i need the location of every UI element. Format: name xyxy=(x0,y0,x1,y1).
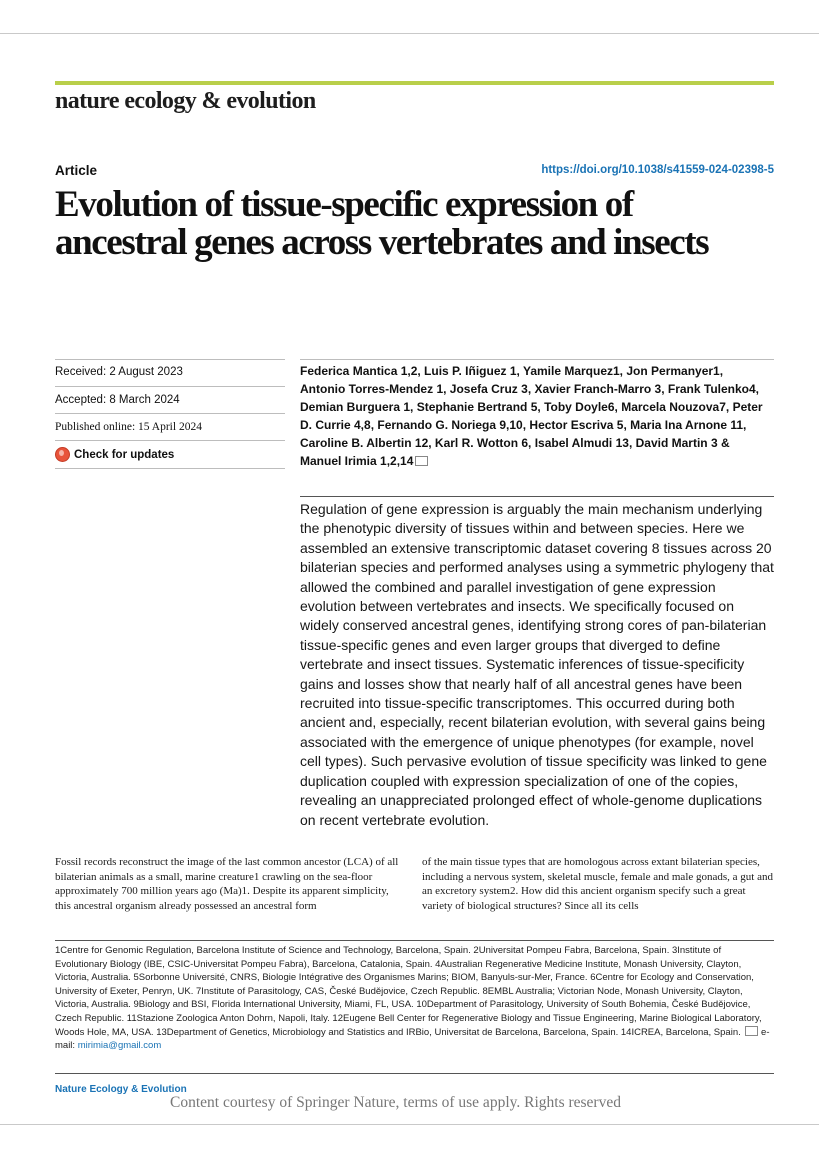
accepted-date: Accepted: 8 March 2024 xyxy=(55,394,180,406)
meta-rule-3 xyxy=(55,440,285,441)
email-icon[interactable] xyxy=(415,456,428,466)
meta-rule-1 xyxy=(55,386,285,387)
email-icon xyxy=(745,1026,758,1036)
doi-link[interactable]: https://doi.org/10.1038/s41559-024-02398-5 xyxy=(541,164,774,176)
authors-rule xyxy=(300,359,774,360)
affiliations-rule xyxy=(55,940,774,941)
published-date: Published online: 15 April 2024 xyxy=(55,421,202,433)
abstract-text: Regulation of gene expression is arguably the main mechanism underlying the phenotypic diversity of tissues within and between species. Here we assembled an extensive transcriptomic dataset covering 8 tissues across 20 bilaterian species and performed analyses using a symmetric phylogeny that allowed the combined and parallel investigation of gene expression evolution between vertebrates and insects. We specifically focused on widely conserved ancestral genes, identifying strong cores of pan-bilaterian tissue-specific genes and even larger groups that diverged to define vertebrate and insect tissues. Systematic inferences of tissue-specificity gains and losses show that nearly half of all ancestral genes have been recruited into tissue-specific transcriptomes. This occurred during both ancient and, especially, recent bilaterian evolution, with several gains being associated with the emergence of unique phenotypes (for example, novel cell types). Such pervasive evolution of tissue specificity was linked to gene duplication coupled with expression specialization of one of the copies, revealing an unappreciated prolonged effect of whole-genome duplications on recent vertebrate evolution. xyxy=(300,501,774,828)
bottom-rule xyxy=(0,1124,819,1125)
body-column-right: of the main tissue types that are homologous across extant bilaterian species, including a nervous system, skeletal muscle, female and male gonads, a gut and an excretory system2. How did this ancient organism specify such a great variety of biological structures? Since all its cells xyxy=(422,856,773,912)
meta-rule-2 xyxy=(55,413,285,414)
received-date: Received: 2 August 2023 xyxy=(55,366,183,378)
body-column-left: Fossil records reconstruct the image of the last common ancestor (LCA) of all bilaterian animals as a small, marine creature1 crawling on the sea-floor approximately 700 million years ago (Ma)1. Despite its apparent simplicity, this ancestral organism already possessed an ancestral form xyxy=(55,856,399,912)
footer-journal-name: Nature Ecology & Evolution xyxy=(55,1084,187,1095)
journal-name: nature ecology & evolution xyxy=(55,88,316,114)
authors-text: Federica Mantica 1,2, Luis P. Iñiguez 1, Yamile Marquez1, Jon Permanyer1, Antonio Torres-Mendez 1, Josefa Cruz 3, Xavier Franch-Marro 3, Frank Tulenko4, Demian Burguera 1, Stephanie Bertrand 5, Toby Doyle6, Marcela Nouzova7, Peter D. Currie 4,8, Fernando G. Noriega 9,10, Hector Escriva 5, Maria Ina Arnone 11, Caroline B. Albertin 12, Karl R. Wotton 6, Isabel Almudi 13, David Martin 3 & Manuel Irimia 1,2,14 xyxy=(300,364,763,468)
email-label: e-mail: xyxy=(55,1026,770,1052)
check-for-updates-button[interactable] xyxy=(55,447,285,462)
contact-email-link[interactable]: mirimia@gmail.com xyxy=(77,1040,162,1052)
top-rule xyxy=(0,33,819,34)
article-title: Evolution of tissue-specific expression of ancestral genes across vertebrates and insects xyxy=(55,184,709,263)
courtesy-notice: Content courtesy of Springer Nature, terms of use apply. Rights reserved xyxy=(170,1094,621,1111)
crossmark-icon xyxy=(55,447,70,462)
footer-rule xyxy=(55,1073,774,1074)
journal-accent-bar xyxy=(55,81,774,85)
meta-rule-4 xyxy=(55,468,285,469)
article-type-label: Article xyxy=(55,163,98,178)
abstract-rule xyxy=(300,496,774,497)
check-for-updates-label: Check for updates xyxy=(74,448,175,461)
meta-rule-top xyxy=(55,359,285,360)
affiliations xyxy=(55,944,774,1053)
affiliations-text: 1Centre for Genomic Regulation, Barcelona Institute of Science and Technology, Barcelona, Spain. 2Universitat Pompeu Fabra, Barcelona, Spain. 3Institute of Evolutionary Biology (IBE, CSIC-Universitat Pompeu Fabra), Barcelona, Catalonia, Spain. 4Australian Regenerative Medicine Institute, Monash University, Clayton, Victoria, Australia. 5Sorbonne Université, CNRS, Biologie Intégrative des Organismes Marins; BIOM, Banyuls-sur-Mer, France. 6Centre for Ecology and Conservation, University of Exeter, Penryn, UK. 7Institute of Parasitology, CAS, České Budějovice, Czech Republic. 8EMBL Australia; Victorian Node, Monash University, Clayton, Victoria, Australia. 9Biology and BSI, Florida International University, Miami, FL, USA. 10Department of Parasitology, University of South Bohemia, České Budějovice, Czech Republic. 11Stazione Zoologica Anton Dohrn, Napoli, Italy. 12Eugene Bell Center for Regenerative Biology and Tissue Engineering, Marine Biological Laboratory, Woods Hole, MA, USA. 13Department of Genetics, Microbiology and Statistics and IRBio, Universitat de Barcelona, Barcelona, Spain. 14ICREA, Barcelona, Spain. xyxy=(55,945,762,1038)
author-list xyxy=(300,362,770,470)
